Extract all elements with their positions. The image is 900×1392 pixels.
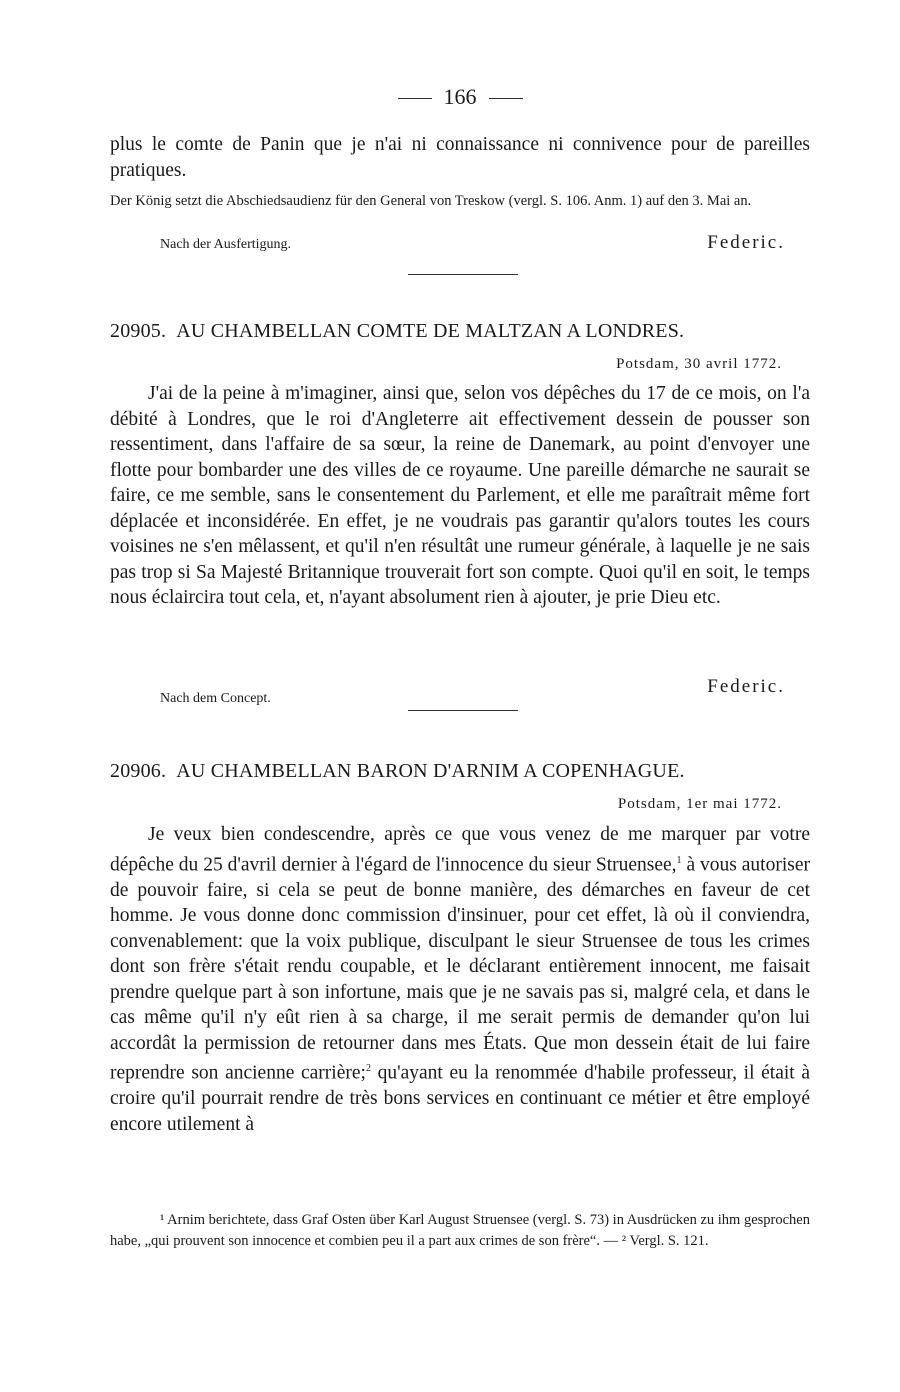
letter-date: Potsdam, 1er mai 1772. — [617, 796, 782, 812]
page-number: 166 — [443, 84, 477, 109]
body-text: à vous autoriser de pouvoir faire, si cela se peut de bonne manière, des démarches en faveur de cet homme. Je vous donne donc commission d'insinuer, pour cet effet, là où il conviendra, convenablement: que la voix publique, disculpant le sieur Struensee de tous les crimes dont son frère s'était rendu coupable, et le déclarant entièrement innocent, me faisait prendre quelque part à son infortune, mais que je ne savais pas si, malgré cela, et dans le cas même qu'il n'y eût rien à sa charge, il me serait permis de demander qu'on lui accordât la permission de retourner dans mes États. Que mon dessein était de lui faire reprendre son ancienne carrière; — [110, 854, 810, 1084]
letter-number: 20905. — [110, 320, 167, 342]
letter-heading — [110, 760, 810, 783]
header-dash-right — [489, 98, 523, 99]
letter-body: J'ai de la peine à m'imaginer, ainsi que, selon vos dépêches du 17 de ce mois, on l'a débité à Londres, que le roi d'Angleterre ait effectivement dessein de pousser son ressentiment, dans l'affaire de sa sœur, la reine de Danemark, au point d'envoyer une flotte pour bombarder une des villes de ce royaume. Une pareille démarche ne saurait se faire, ce me semble, sans le consentement du Parlement, et elle me paraîtrait même fort déplacée et inconsidérée. En effet, je ne voudrais pas garantir qu'alors toutes les cours voisines ne s'en mêlassent, et qu'il n'en résultât une rumeur générale, à laquelle je ne sais pas trop si Sa Majesté Britannique trouverait fort son compte. Quoi qu'il en soit, le temps nous éclaircira tout cela, et, n'ayant absolument rien à ajouter, je prie Dieu etc. — [110, 383, 810, 608]
letter-number: 20906. — [110, 760, 167, 782]
letter-heading — [110, 320, 810, 343]
letter-title: AU CHAMBELLAN BARON D'ARNIM A COPENHAGUE. — [176, 760, 685, 782]
footnote-reference: 1 — [676, 854, 682, 866]
signature: Federic. — [707, 676, 785, 697]
continuation-paragraph: plus le comte de Panin que je n'ai ni connaissance ni connivence pour de pareilles pratiques. — [110, 134, 810, 181]
section-divider — [408, 710, 518, 711]
signature: Federic. — [707, 232, 785, 253]
source-note: Nach dem Concept. — [160, 691, 271, 706]
header-dash-left — [398, 98, 432, 99]
footnotes: ¹ Arnim berichtete, dass Graf Osten über Karl August Struensee (vergl. S. 73) in Ausdrücken zu ihm gesprochen habe, „qui prouvent son innocence et combien peu il a part aux crimes de son frère“. — ² Vergl. S. 121. — [110, 1212, 810, 1249]
section-divider — [408, 274, 518, 275]
page-header — [110, 84, 810, 110]
footnote-reference: 2 — [365, 1063, 371, 1074]
letter-body — [110, 822, 810, 1137]
letter-title: AU CHAMBELLAN COMTE DE MALTZAN A LONDRES. — [176, 320, 685, 342]
body-text: Je veux bien condescendre, après ce que vous venez de me marquer par votre dépêche du 25 d'avril dernier à l'égard de l'innocence du sieur Struensee, — [110, 824, 810, 875]
body-text: qu'ayant eu la renommée d'habile professeur, il était à croire qu'il pourrait rendre de très bons services en continuant ce métier et être employé encore utilement à — [110, 1062, 810, 1135]
letter-date: Potsdam, 30 avril 1772. — [616, 356, 782, 372]
editorial-note: Der König setzt die Abschiedsaudienz für den General von Treskow (vergl. S. 106. Anm. 1) auf den 3. Mai an. — [110, 193, 752, 209]
source-note: Nach der Ausfertigung. — [160, 237, 292, 252]
